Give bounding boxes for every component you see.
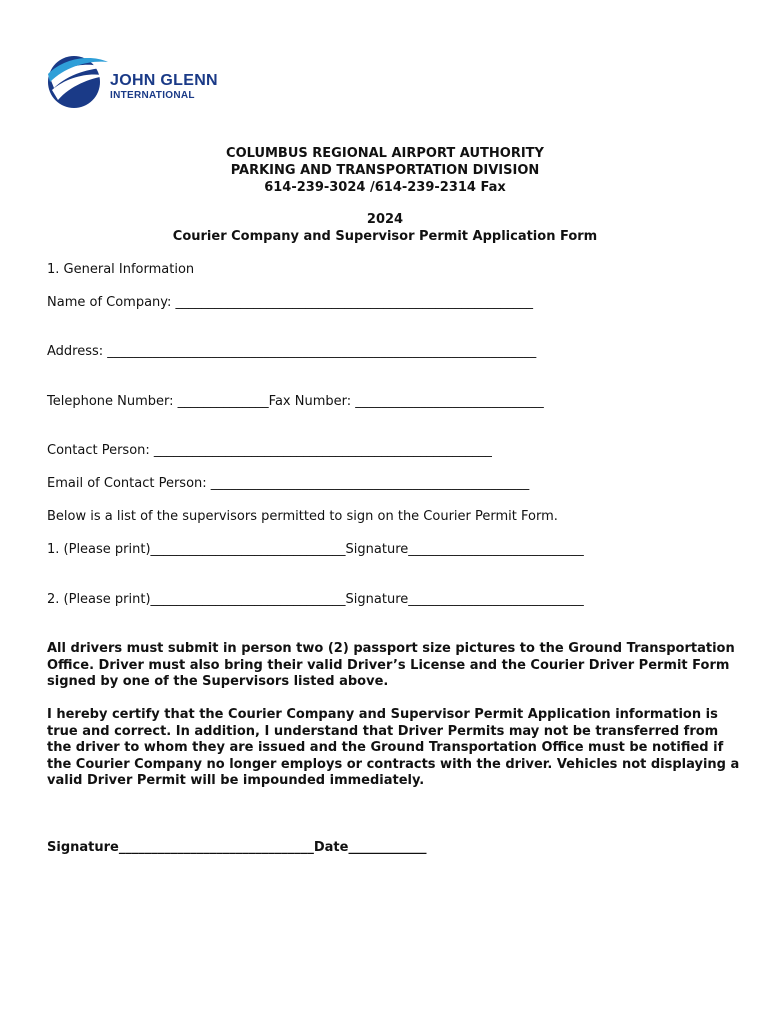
division-name: PARKING AND TRANSPORTATION DIVISION [230, 163, 540, 178]
signature-date-field[interactable]: Signature______________________________Date____________ [47, 840, 427, 855]
supervisor-2-field[interactable]: 2. (Please print)______________________________Signature___________________________ [47, 592, 584, 607]
company-name-field[interactable]: Name of Company: _______________________________________________________ [47, 295, 534, 310]
section-heading: 1. General Information [47, 262, 195, 277]
certification-notice: I hereby certify that the Courier Company and Supervisor Permit Application information is true and correct. In addition, I understand that Driver Permits may not be transferred from the driver to whom they are issued and the Ground Transportation Office must be notified if the Courier Company no longer employs or contracts with the driver. Vehicles not displaying a valid Driver Permit will be impounded immediately. [47, 707, 740, 788]
form-title: Courier Company and Supervisor Permit Application Form [172, 229, 598, 244]
telephone-fax-field[interactable]: Telephone Number: ______________Fax Number: _____________________________ [47, 394, 544, 409]
supervisor-1-field[interactable]: 1. (Please print)______________________________Signature___________________________ [47, 542, 584, 557]
logo-title: JOHN GLENN [110, 72, 218, 89]
form-year: 2024 [366, 212, 404, 227]
contact-email-field[interactable]: Email of Contact Person: _________________________________________________ [47, 476, 530, 491]
address-field[interactable]: Address: __________________________________________________________________ [47, 344, 537, 359]
org-name: COLUMBUS REGIONAL AIRPORT AUTHORITY [226, 146, 544, 161]
supervisors-intro: Below is a list of the supervisors permitted to sign on the Courier Permit Form. [47, 509, 558, 524]
drivers-notice: All drivers must submit in person two (2) passport size pictures to the Ground Transportation Office. Driver must also bring their valid Driver’s License and the Courier Driver Permit Form signed by one of the Supervisors listed above. [47, 641, 735, 689]
logo-subtitle: INTERNATIONAL [110, 90, 195, 101]
phone-fax: 614-239-3024 /614-239-2314 Fax [264, 180, 506, 195]
contact-person-field[interactable]: Contact Person: ____________________________________________________ [47, 443, 492, 458]
